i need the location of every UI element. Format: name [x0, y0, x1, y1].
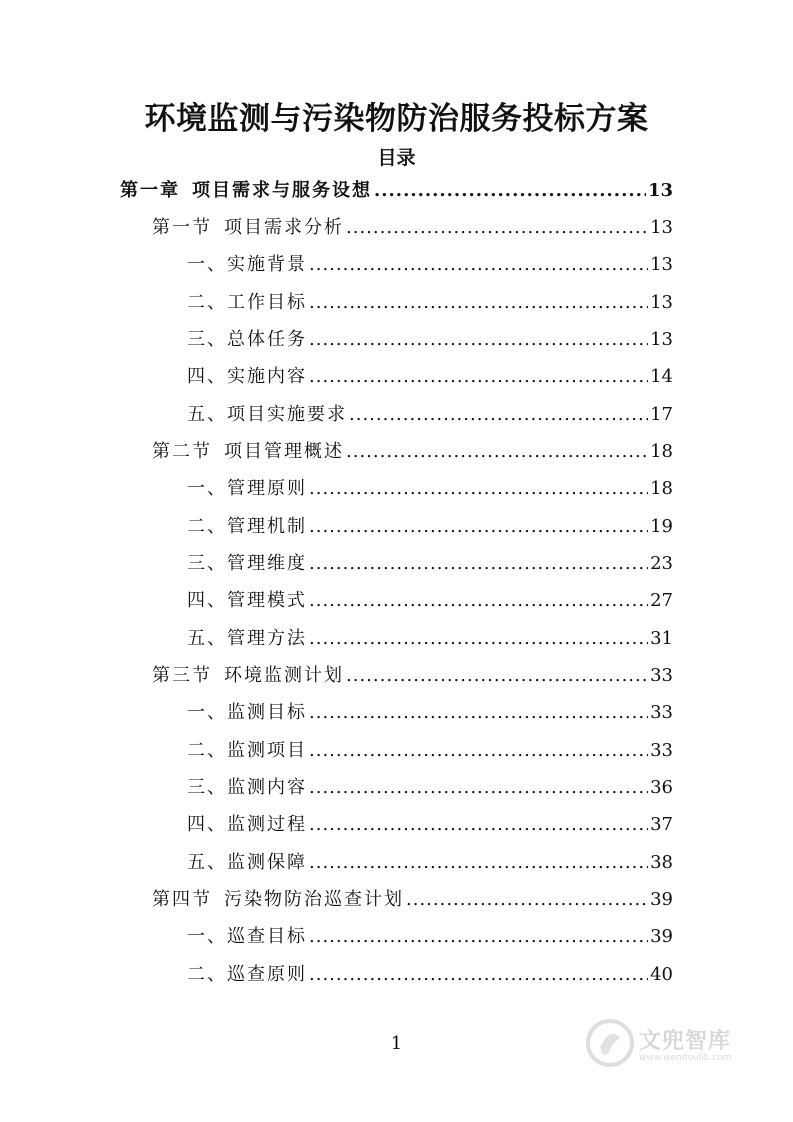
toc-entry-number: 一、: [187, 926, 227, 947]
toc-entry[interactable]: [187, 773, 673, 803]
toc-entry-number: 三、: [187, 777, 227, 798]
toc-entry-number: 一、: [187, 702, 227, 723]
toc-entry-page: 13: [650, 217, 673, 238]
toc-entry-number: 二、: [187, 740, 227, 761]
toc-entry[interactable]: [152, 437, 673, 467]
toc-entry-page: 33: [650, 665, 673, 686]
toc-entry-text: 监测内容: [227, 777, 307, 798]
toc-entry-number: 第一章: [120, 180, 180, 201]
document-title: 环境监测与污染物防治服务投标方案: [144, 101, 649, 137]
toc-entry-number: 二、: [187, 292, 227, 313]
toc-entry[interactable]: [187, 288, 673, 318]
toc-leader-dots: [309, 922, 648, 952]
toc-entry-text: 管理维度: [227, 553, 307, 574]
toc-entry[interactable]: [187, 960, 673, 990]
watermark-name: 文兜智库: [639, 1028, 732, 1054]
toc-entry-page: 18: [650, 441, 673, 462]
page-number: 1: [390, 1033, 403, 1054]
toc-leader-dots: [349, 400, 648, 430]
toc-entry[interactable]: [152, 661, 673, 691]
toc-entry[interactable]: [187, 250, 673, 280]
toc-leader-dots: [309, 549, 648, 579]
toc-entry-page: 13: [650, 292, 673, 313]
toc-entry[interactable]: [152, 885, 673, 915]
toc-leader-dots: [309, 698, 648, 728]
toc-entry-page: 19: [650, 516, 673, 537]
toc-entry-page: 31: [650, 628, 673, 649]
toc-entry-text: 巡查目标: [227, 926, 307, 947]
toc-entry-page: 33: [650, 740, 673, 761]
toc-leader-dots: [346, 661, 648, 691]
toc-entry-number: 二、: [187, 516, 227, 537]
toc-entry[interactable]: [187, 848, 673, 878]
toc-entry-page: 18: [650, 478, 673, 499]
toc-entry-page: 27: [650, 590, 673, 611]
toc-entry-page: 39: [650, 889, 673, 910]
toc-entry-number: 五、: [187, 628, 227, 649]
toc-entry[interactable]: [187, 624, 673, 654]
toc-leader-dots: [374, 176, 646, 206]
toc-entry-text: 实施背景: [227, 254, 307, 275]
toc-entry-number: 第一节: [152, 217, 212, 238]
toc-entry-text: 管理方法: [227, 628, 307, 649]
toc-leader-dots: [309, 848, 648, 878]
toc-leader-dots: [406, 885, 648, 915]
toc-entry[interactable]: [187, 400, 673, 430]
toc-entry-text: 总体任务: [227, 329, 307, 350]
toc-entry-text: 监测项目: [227, 740, 307, 761]
toc-leader-dots: [309, 773, 648, 803]
toc-entry-number: 第二节: [152, 441, 212, 462]
wendou-logo-icon: [585, 1018, 635, 1068]
toc-entry-text: 项目需求与服务设想: [192, 180, 372, 201]
toc-entry[interactable]: [187, 736, 673, 766]
toc-entry-number: 五、: [187, 404, 227, 425]
toc-entry-text: 管理模式: [227, 590, 307, 611]
toc-leader-dots: [309, 325, 648, 355]
toc-entry-page: 14: [650, 366, 673, 387]
toc-entry-text: 管理原则: [227, 478, 307, 499]
toc-entry[interactable]: [187, 549, 673, 579]
toc-entry[interactable]: [187, 474, 673, 504]
toc-leader-dots: [309, 512, 648, 542]
toc-entry-text: 污染物防治巡查计划: [224, 889, 404, 910]
toc-heading: 目录: [377, 147, 416, 169]
toc-entry-text: 管理机制: [227, 516, 307, 537]
toc-leader-dots: [346, 213, 648, 243]
toc-entry-page: 23: [650, 553, 673, 574]
toc-entry-number: 第三节: [152, 665, 212, 686]
toc-entry-number: 一、: [187, 478, 227, 499]
toc-leader-dots: [309, 362, 648, 392]
toc-entry[interactable]: [187, 362, 673, 392]
toc-leader-dots: [309, 586, 648, 616]
toc-leader-dots: [309, 960, 648, 990]
toc-entry-text: 项目实施要求: [227, 404, 347, 425]
toc-entry[interactable]: [187, 586, 673, 616]
toc-leader-dots: [309, 288, 648, 318]
toc-entry-page: 40: [650, 964, 673, 985]
watermark-url: www.wendoulib.com: [639, 1052, 732, 1063]
toc-entry[interactable]: [187, 698, 673, 728]
toc-entry-number: 第四节: [152, 889, 212, 910]
toc-entry-page: 37: [650, 814, 673, 835]
toc-entry[interactable]: [187, 810, 673, 840]
toc-entry[interactable]: [187, 325, 673, 355]
toc-entry-number: 四、: [187, 366, 227, 387]
toc-entry-page: 33: [650, 702, 673, 723]
toc-entry-page: 13: [650, 254, 673, 275]
toc-entry-text: 项目管理概述: [224, 441, 344, 462]
toc-leader-dots: [309, 624, 648, 654]
toc-entry-text: 工作目标: [227, 292, 307, 313]
toc-entry-number: 四、: [187, 814, 227, 835]
toc-entry-number: 五、: [187, 852, 227, 873]
toc-leader-dots: [309, 474, 648, 504]
toc-entry-number: 三、: [187, 553, 227, 574]
toc-entry-page: 13: [650, 329, 673, 350]
toc-leader-dots: [309, 810, 648, 840]
toc-entry-page: 39: [650, 926, 673, 947]
toc-entry-page: 13: [647, 180, 673, 201]
toc-entry-text: 项目需求分析: [224, 217, 344, 238]
toc-entry-number: 一、: [187, 254, 227, 275]
toc-entry-text: 环境监测计划: [224, 665, 344, 686]
toc-entry-text: 监测过程: [227, 814, 307, 835]
toc-entry-page: 38: [650, 852, 673, 873]
toc-entry[interactable]: [152, 213, 673, 243]
toc-leader-dots: [346, 437, 648, 467]
toc-entry-number: 二、: [187, 964, 227, 985]
toc-entry-text: 监测目标: [227, 702, 307, 723]
watermark: [585, 1018, 731, 1068]
toc-entry[interactable]: [187, 922, 673, 952]
toc-entry[interactable]: [187, 512, 673, 542]
toc-entry-text: 巡查原则: [227, 964, 307, 985]
toc-entry-text: 监测保障: [227, 852, 307, 873]
toc-entry-page: 17: [650, 404, 673, 425]
toc-entry[interactable]: [120, 176, 673, 206]
toc-leader-dots: [309, 736, 648, 766]
toc-leader-dots: [309, 250, 648, 280]
toc-entry-text: 实施内容: [227, 366, 307, 387]
toc-entry-page: 36: [650, 777, 673, 798]
toc-entry-number: 三、: [187, 329, 227, 350]
toc-entry-number: 四、: [187, 590, 227, 611]
